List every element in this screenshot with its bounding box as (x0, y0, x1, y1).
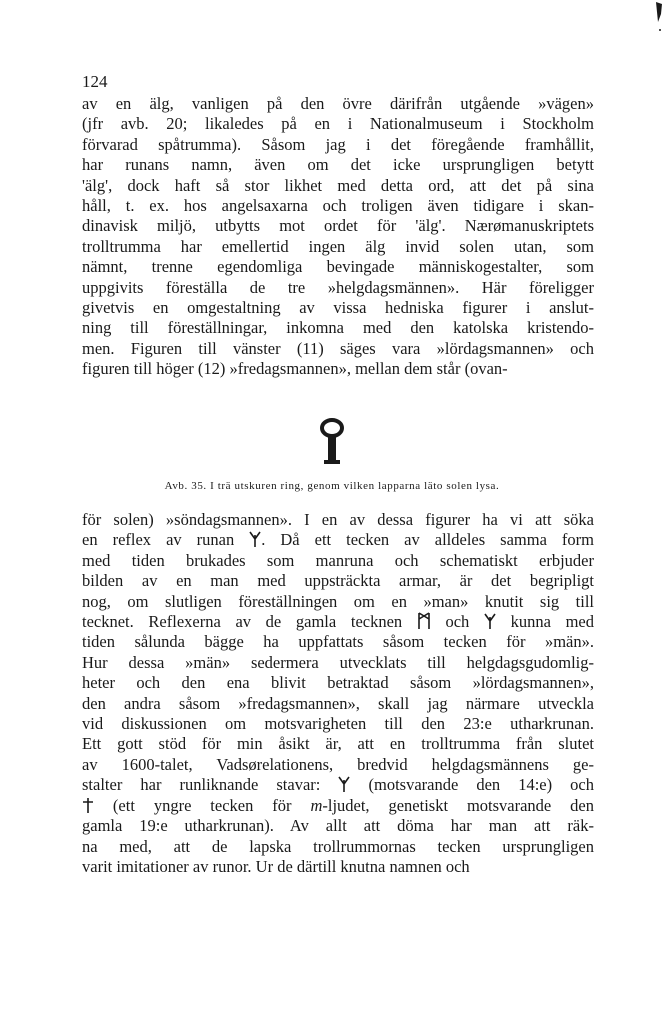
text-segment: och (445, 612, 470, 632)
text-line: den andra såsom »fredagsmannen», skall jag närmare utveckla (82, 693, 594, 713)
text-line: förvarad spåtrumma). Såsom jag i det föregående framhållit, (82, 134, 594, 154)
text-line (82, 775, 594, 795)
text-line: för solen) »söndagsmannen». I en av dessa figurer ha vi att söka (82, 510, 594, 529)
text-line: Ett gott stöd för min åsikt är, att en trolltrumma från slutet (82, 734, 594, 754)
text-line: trolltrumma har emellertid ingen älg invid solen utan, som (82, 236, 594, 256)
text-line: av 1600-talet, Vadsørelationens, bredvid helgdagsmännens ge- (82, 754, 594, 774)
text-line: bilden av en man med uppsträckta armar, är det begripligt (82, 571, 594, 591)
text-line: men. Figuren till vänster (11) säges vara »lördagsmannen» och (82, 338, 594, 358)
text-line: med tiden brukades som manruna och schematiskt erbjuder (82, 550, 594, 570)
text-segment: (motsvarande den 14:e) och (368, 775, 595, 795)
text-segment: kunna med (510, 612, 595, 632)
text-line: nämnt, trenne egendomliga bevingade människogestalter, som (82, 257, 594, 277)
rune-algiz-icon (249, 531, 261, 547)
page-number: 124 (82, 72, 108, 91)
rune-mannaz-icon (417, 612, 431, 629)
text-line: har runans namn, även om det icke ursprungligen betytt (82, 155, 594, 175)
text-segment: en reflex av runan (82, 530, 235, 550)
text-line: tiden sålunda bägge ha uppfattats såsom tecken för »män». (82, 632, 594, 652)
ring-figure-illustration (312, 418, 352, 468)
text-segment: (ett yngre tecken för (112, 795, 292, 815)
text-line: vid diskussionen om motsvarigheten till den 23:e utharkrunan. (82, 714, 594, 734)
paragraph-2 (82, 510, 594, 877)
text-line: Hur dessa »män» sedermera utvecklats till helgdagsgudomlig- (82, 652, 594, 672)
text-line: håll, t. ex. hos angelsaxarna och troligen även tidigare i skan- (82, 196, 594, 216)
text-segment: -ljudet, genetiskt motsvarande den (322, 795, 594, 815)
text-line: (jfr avb. 20; likaledes på en i Nationalmuseum i Stockholm (82, 114, 594, 134)
text-segment-italic: m (310, 795, 323, 815)
text-line: nog, om slutligen föreställningen om en »man» knutit sig till (82, 591, 594, 611)
text-line: av en älg, vanligen på den övre därifrån utgående »vägen» (82, 94, 594, 113)
text-line: givetvis en omgestaltning av vissa hedniska figurer i anslut- (82, 298, 594, 318)
text-line (82, 612, 594, 632)
text-line: na med, att de lapska trollrummornas tecken ursprungligen (82, 836, 594, 856)
paragraph-1 (82, 94, 594, 380)
text-segment: . Då ett tecken av alldeles samma form (261, 530, 594, 550)
text-line: ning till föreställningar, inkomna med den katolska kristendo- (82, 318, 594, 338)
text-segment: stalter har runliknande stavar: (82, 775, 321, 795)
text-line: varit imitationer av runor. Ur de därtill knutna namnen och (82, 856, 470, 876)
text-line: gamla 19:e utharkrunan). Av allt att döma har man att räk- (82, 816, 594, 836)
text-line: 'älg', dock haft så stor likhet med detta ord, att det på sina (82, 175, 594, 195)
text-line (82, 796, 594, 816)
rune-cross-icon (82, 797, 94, 813)
text-line (82, 530, 594, 550)
text-segment: tecknet. Reflexerna av de gamla tecknen (82, 612, 403, 632)
text-line: figuren till höger (12) »fredagsmannen», mellan dem står (ovan- (82, 359, 508, 379)
rune-algiz-icon (338, 776, 350, 792)
rune-algiz-icon (484, 613, 496, 629)
figure-caption: Avb. 35. I trä utskuren ring, genom vilken lapparna läto solen lysa. (164, 480, 500, 492)
text-line: dinavisk miljö, utbytts mot ordet för 'älg'. Nærømanuskriptets (82, 216, 594, 236)
text-line: uppgivits föreställa de tre »helgdagsmännen». Här föreligger (82, 277, 594, 297)
text-line: heter och den ena blivit betraktad såsom »lördagsmannen», (82, 673, 594, 693)
page-edge-mark (650, 0, 664, 40)
